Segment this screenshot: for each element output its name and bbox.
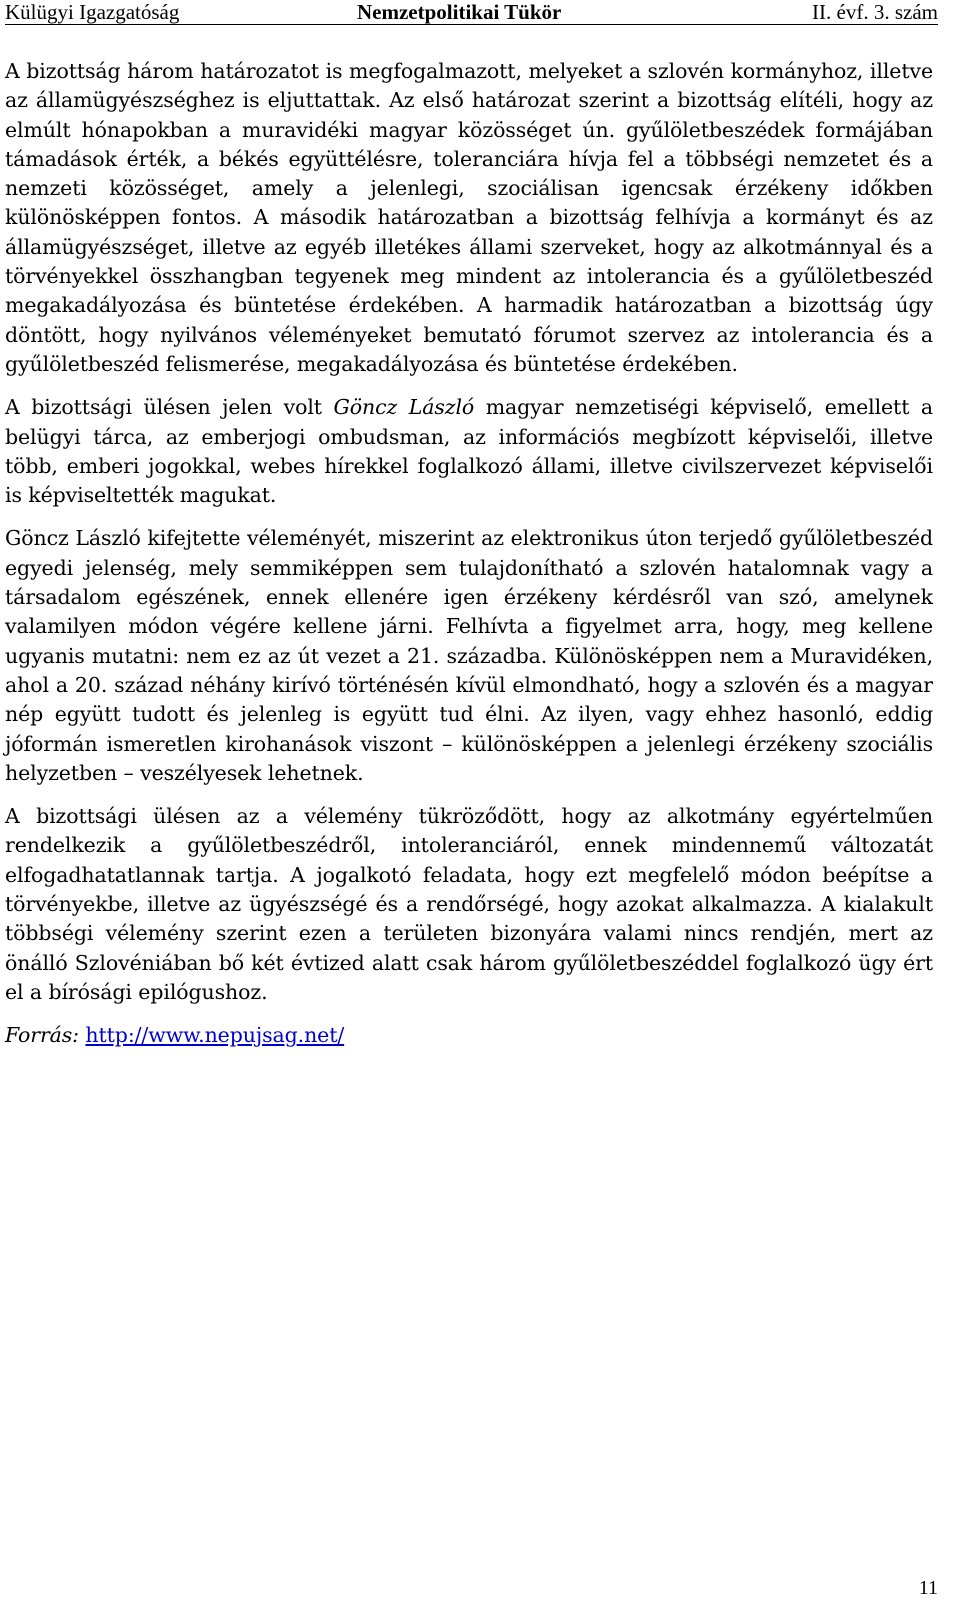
source-line [5,1021,933,1050]
source-link[interactable]: http://www.nepujsag.net/ [85,1023,345,1048]
header-department: Külügyi Igazgatóság [5,0,180,24]
page-header [5,0,938,25]
paragraph-attendees-intro: A bizottsági ülésen jelen volt [5,395,334,420]
paragraph-goncz-opinion: Göncz László kifejtette véleményét, miszerint az elektronikus úton terjedő gyűlöletbeszéd egyedi jelenség, mely semmiképpen sem tulajdonítható a szlovén hatalomnak vagy a társadalom egészének, ennek ellenére igen érzékeny kérdésről van szó, amelynek valamilyen módon végére kellene járni. Felhívta a figyelmet arra, hogy, meg kellene ugyanis mutatni: nem ez az út vezet a 21. századba. Különösképpen nem a Muravidéken, ahol a 20. század néhány kirívó történésén kívül elmondható, hogy a szlovén és a magyar nép együtt tudott és jelenleg is együtt tud élni. Az ilyen, vagy ehhez hasonló, eddig jóformán ismeretlen kirohanások viszont – különösképpen a jelenlegi érzékeny szociális helyzetben – veszélyesek lehetnek. [5,526,933,785]
header-issue: II. évf. 3. szám [812,0,938,24]
source-label: Forrás: [5,1023,79,1048]
page-number: 11 [918,1577,938,1599]
paragraph-attendees-rest: magyar nemzetiségi képviselő, emellett a belügyi tárca, az emberjogi ombudsman, az információs megbízott képviselői, illetve több, emberi jogokkal, webes hírekkel foglalkozó állami, illetve civilszervezet képviselői is képviseltették magukat. [5,395,933,508]
paragraph-resolutions: A bizottság három határozatot is megfogalmazott, melyeket a szlovén kormányhoz, illetve az államügyészséghez is eljuttattak. Az első határozat szerint a bizottság elítéli, hogy az elmúlt hónapokban a muravidéki magyar közösséget ún. gyűlöletbeszédek formájában támadások érték, a békés együttélésre, toleranciára hívja fel a többségi nemzetet és a nemzeti közösséget, amely a jelenlegi, szociálisan igencsak érzékeny időkben különösképpen fontos. A második határozatban a bizottság felhívja a kormányt és az államügyészséget, illetve az egyéb illetékes állami szerveket, hogy az alkotmánnyal és a törvényekkel összhangban tegyenek meg mindent az intolerancia és a gyűlöletbeszéd megakadályozása és büntetése érdekében. A harmadik határozatban a bizottság úgy döntött, hogy nyilvános véleményeket bemutató fórumot szervez az intolerancia és a gyűlöletbeszéd felismerése, megakadályozása és büntetése érdekében. [5,59,933,376]
header-publication-title: Nemzetpolitikai Tükör [357,0,562,24]
paragraph-committee-view: A bizottsági ülésen az a vélemény tükröződött, hogy az alkotmány egyértelműen rendelkezik a gyűlöletbeszédről, intoleranciáról, ennek mindennemű változatát elfogadhatatlannak tartja. A jogalkotó feladata, hogy ezt megfelelő módon beépítse a törvényekbe, illetve az ügyészségé és a rendőrségé, hogy azokat alkalmazza. A kialakult többségi vélemény szerint ezen a területen bizonyára valami nincs rendjén, mert az önálló Szlovéniában bő két évtized alatt csak három gyűlöletbeszéddel foglalkozó ügy ért el a bírósági epilógushoz. [5,804,933,1004]
article-body [5,57,933,1065]
representative-name: Göncz László [333,395,475,420]
paragraph-attendees [5,393,933,510]
